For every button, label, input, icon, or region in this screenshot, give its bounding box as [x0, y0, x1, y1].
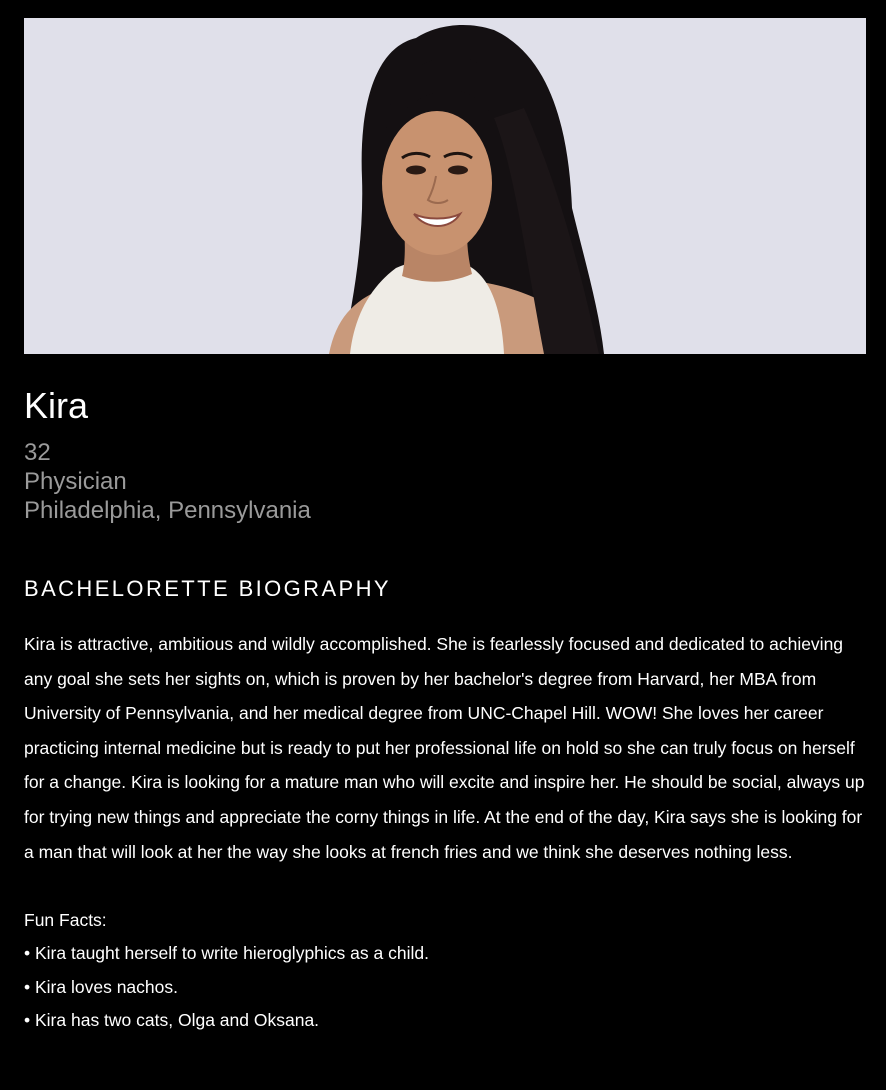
biography-body	[24, 627, 866, 869]
profile-occupation: Physician	[24, 468, 127, 495]
biography-text: Kira is attractive, ambitious and wildly accomplished. She is fearlessly focused and dedicated to achieving any goal she sets her sights on, which is proven by her bachelor's degree from Harvard, her MBA from University of Pennsylvania, and her medical degree from UNC-Chapel Hill. WOW! She loves her career practicing internal medicine but is ready to put her professional life on hold so she can truly focus on herself for a change. Kira is looking for a mature man who will excite and inspire her. He should be social, always up for trying new things and appreciate the corny things in life. At the end of the day, Kira says she is looking for a man that will look at her the way she looks at french fries and we think she deserves nothing less.	[24, 634, 865, 862]
biography-heading: BACHELORETTE BIOGRAPHY	[24, 576, 391, 601]
fun-facts-list	[24, 937, 866, 1038]
list-item: • Kira taught herself to write hieroglyphics as a child.	[24, 937, 866, 971]
fun-facts-heading: Fun Facts:	[24, 910, 107, 931]
profile-name: Kira	[24, 385, 89, 426]
profile-photo	[24, 18, 866, 354]
profile-location: Philadelphia, Pennsylvania	[24, 497, 311, 524]
list-item: • Kira has two cats, Olga and Oksana.	[24, 1004, 866, 1038]
profile-details	[24, 438, 866, 525]
list-item: • Kira loves nachos.	[24, 971, 866, 1005]
portrait-illustration	[24, 18, 866, 354]
profile-age: 32	[24, 439, 51, 466]
profile-page	[24, 18, 866, 1038]
